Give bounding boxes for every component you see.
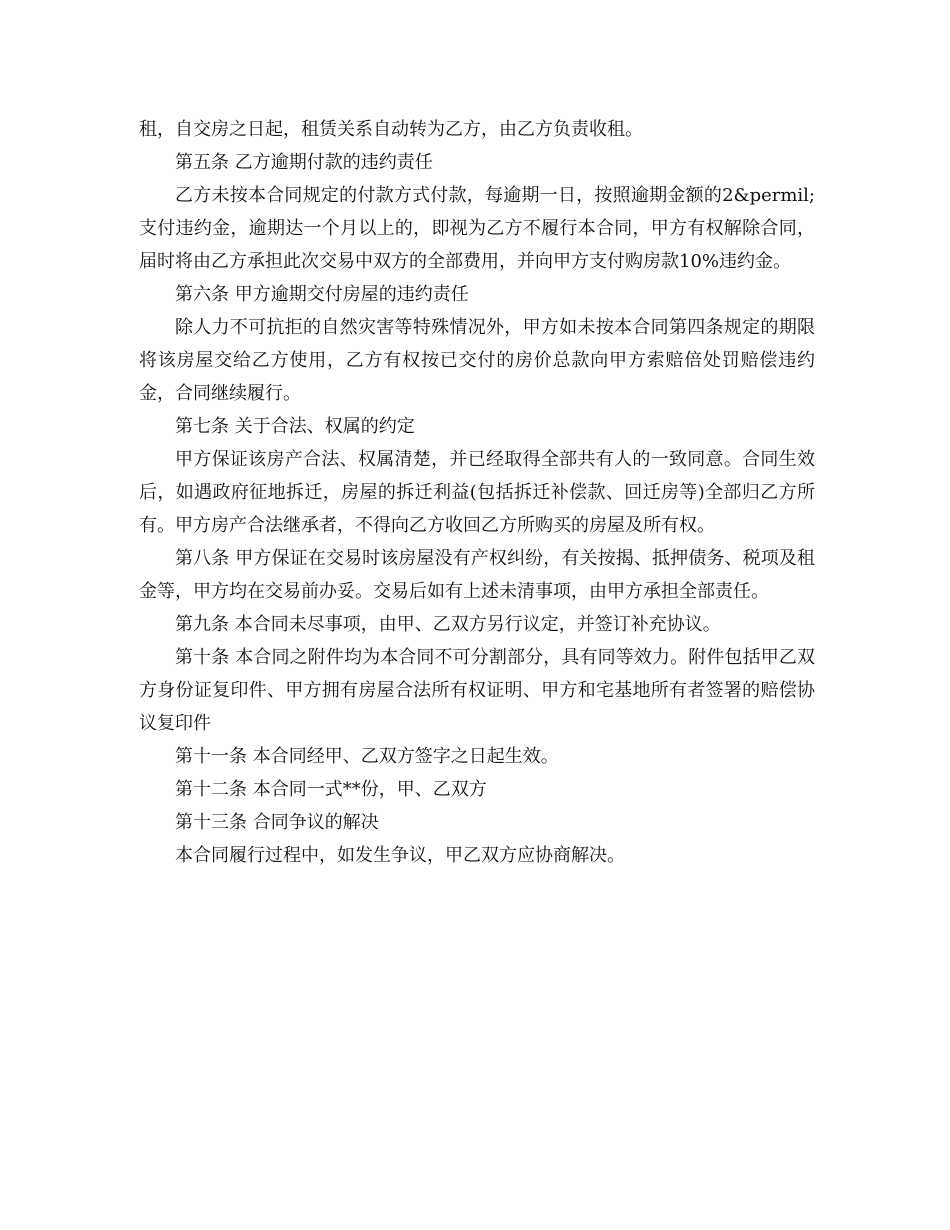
- article-5-heading: 第五条 乙方逾期付款的违约责任: [175, 152, 433, 173]
- article-9: 第九条 本合同未尽事项，由甲、乙双方另行议定，并签订补充协议。: [175, 614, 721, 635]
- paragraph-continuation: 租，自交房之日起，租赁关系自动转为乙方，由乙方负责收租。: [139, 119, 643, 140]
- article-6-body: 除人力不可抗拒的自然灾害等特殊情况外，甲方如未按本合同第四条规定的期限将该房屋交给乙方使用，乙方有权按已交付的房价总款向甲方索赔倍处罚赔偿违约金，合同继续履行。: [139, 317, 815, 404]
- article-5-body: 乙方未按本合同规定的付款方式付款，每逾期一日，按照逾期金额的2&permil;支付违约金，逾期达一个月以上的，即视为乙方不履行本合同，甲方有权解除合同，届时将由乙方承担此次交易中双方的全部费用，并向甲方支付购房款10%违约金。: [139, 185, 815, 272]
- article-7-body: 甲方保证该房产合法、权属清楚，并已经取得全部共有人的一致同意。合同生效后，如遇政府征地拆迁，房屋的拆迁利益(包括拆迁补偿款、回迁房等)全部归乙方所有。甲方房产合法继承者，不得向乙方收回乙方所购买的房屋及所有权。: [139, 449, 815, 536]
- article-6-heading: 第六条 甲方逾期交付房屋的违约责任: [175, 284, 469, 305]
- article-8: 第八条 甲方保证在交易时该房屋没有产权纠纷，有关按揭、抵押债务、税项及租金等，甲方均在交易前办妥。交易后如有上述未清事项，由甲方承担全部责任。: [139, 548, 815, 602]
- article-13-body: 本合同履行过程中，如发生争议，甲乙双方应协商解决。: [175, 845, 625, 866]
- article-12: 第十二条 本合同一式**份，甲、乙双方: [175, 779, 487, 800]
- document-body: [139, 113, 815, 872]
- article-13-heading: 第十三条 合同争议的解决: [175, 812, 379, 833]
- article-11: 第十一条 本合同经甲、乙双方签字之日起生效。: [175, 746, 559, 767]
- article-7-heading: 第七条 关于合法、权属的约定: [175, 416, 415, 437]
- article-10: 第十条 本合同之附件均为本合同不可分割部分，具有同等效力。附件包括甲乙双方身份证复印件、甲方拥有房屋合法所有权证明、甲方和宅基地所有者签署的赔偿协议复印件: [139, 647, 815, 734]
